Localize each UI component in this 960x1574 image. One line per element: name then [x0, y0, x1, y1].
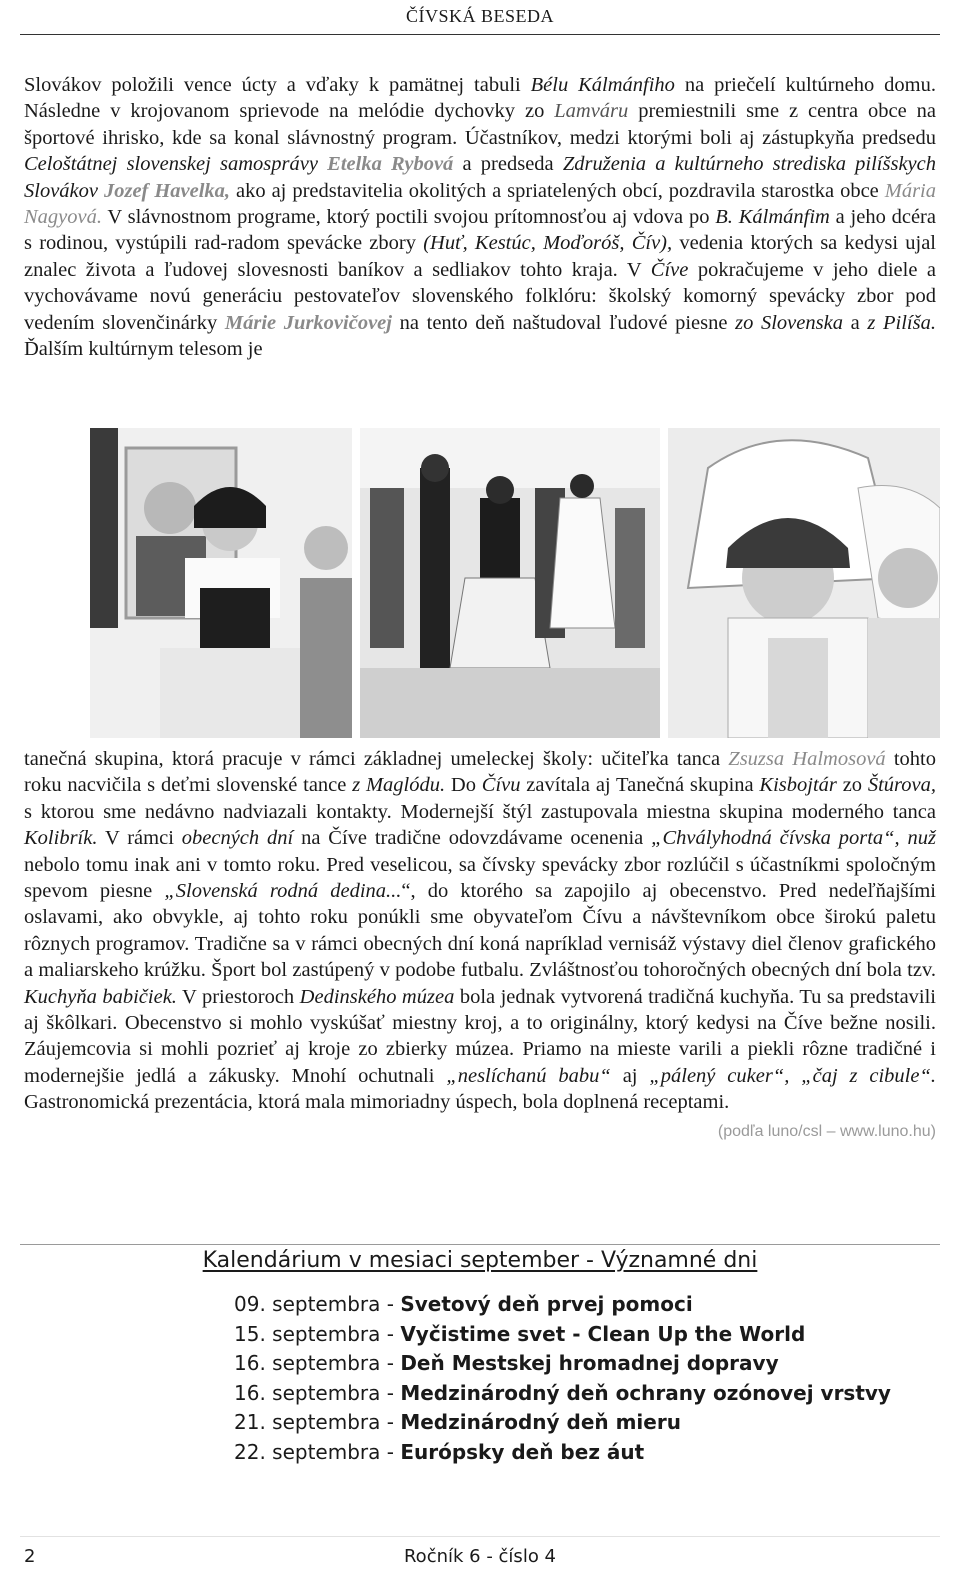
body-paragraph: tanečná skupina, ktorá pracuje v rámci základnej umeleckej školy: učiteľka tanca Zsuzsa Halmosová tohto roku nacvičila s deťmi slovenské tance z Maglódu. Do Čívu zavítala aj Tanečná skupina Kisbojtár zo Štúrova, s ktorou sme nedávno nadviazali kontakty. Modernejší štýl zastupovala miestna skupina moderného tanca Kolibrík. V rámci obecných dní na Číve tradične odovzdávame ocenenia „Chvályhodná čívska porta“, nuž nebolo tomu inak ani v tomto roku. Pred veselicou, sa čívsky spevácky zbor rozlúčil s účastníkmi spoločným spevom piesne „Slovenská rodná dedina...“, do ktorého sa zapojilo aj obecenstvo. Pred nedeľňajšími oslavami, ako obvykle, aj tohto roku ponúkli sme obyvateľom Čívu a návštevníkom obce širokú paletu rôznych programov. Tradične sa v rámci obecných dní koná napríklad vernisáž výstavy diel členov grafického a maliarskeho krúžku. Šport bol zastúpený v podobe futbalu. Zvláštnosťou tohoročných obecných dní bola tzv. Kuchyňa babičiek. V priestoroch Dedinského múzea bola jednak vytvorená tradičná kuchyňa. Tu sa predstavili aj škôlkari. Obecenstvo si mohlo vyskúšať miestny kroj, a to originálny, ktorý kedysi na Číve bežne nosili. Záujemcovia si mohli pozrieť aj kroje zo zbierky múzea. Priamo na mieste varili a piekli rôzne tradičné i modernejšie jedlá a zákusky. Mnohí ochutnali „neslíchanú babu“ aj „pálený cuker“, „čaj z cibule“. Gastronomická prezentácia, ktorá mala mimoriadny úspech, bola doplnená receptami. (podľa luno/csl – www.luno.hu)	[24, 746, 936, 1145]
photo-women-in-costume	[668, 428, 940, 738]
calendar-item: 09. septembra - Svetový deň prvej pomoci	[234, 1292, 693, 1316]
photo-dancers	[360, 428, 660, 738]
section-divider	[20, 1244, 940, 1245]
page-number: 2	[24, 1546, 36, 1567]
calendar-list	[234, 1290, 944, 1468]
header-divider	[20, 34, 940, 35]
photo-strip	[90, 428, 940, 738]
calendar-item: 15. septembra - Vyčistime svet - Clean Up the World	[234, 1321, 806, 1346]
photo-singers	[90, 428, 352, 738]
issue-label: Ročník 6 - číslo 4	[403, 1546, 556, 1567]
calendar-title: Kalendárium v mesiaci september - Významné dni	[202, 1248, 758, 1273]
page-header-title: ČÍVSKÁ BESEDA	[405, 6, 554, 26]
calendar-item: 16. septembra - Medzinárodný deň ochrany ozónovej vrstvy	[234, 1380, 891, 1405]
calendar-item: 16. septembra - Deň Mestskej hromadnej dopravy	[234, 1351, 779, 1376]
footer-divider	[20, 1536, 940, 1537]
intro-paragraph: Slovákov položili vence úcty a vďaky k pamätnej tabuli Bélu Kálmánfiho na priečelí kultúrneho domu. Následne v krojovanom sprievode na melódie dychovky zo Lamváru premiestnili sme z centra obce na športové ihrisko, kde sa konal slávnostný program. Účastníkov, medzi ktorými boli aj zástupkyňa predsedu Celoštátnej slovenskej samosprávy Etelka Rybová a predseda Združenia a kultúrneho strediska pilíšskych Slovákov Jozef Havelka, ako aj predstavitelia okolitých a spriatelených obcí, pozdravila starostka obce Mária Nagyová. V slávnostnom programe, ktorý poctili svojou prítomnosťou aj vdova po B. Kálmánfim a jeho dcéra s rodinou, vystúpili rad-radom spevácke zbory (Huť, Kestúc, Moďoróš, Čív), vedenia ktorých sa kedysi ujal znalec života a ľudovej slovesnosti baníkov a sedliakov tohto kraja. V Číve pokračujeme v jeho diele a vychovávame novú generáciu pestovateľov slovenského folklóru: školský komorný spevácky zbor pod vedením slovenčinárky Márie Jurkovičovej na tento deň naštudoval ľudové piesne zo Slovenska a z Pilíša. Ďalším kultúrnym telesom je	[24, 74, 937, 361]
calendar-item: 21. septembra - Medzinárodný deň mieru	[234, 1410, 681, 1435]
calendar-item: 22. septembra - Európsky deň bez áut	[234, 1439, 645, 1464]
article-source: (podľa luno/csl – www.luno.hu)	[717, 1122, 936, 1140]
